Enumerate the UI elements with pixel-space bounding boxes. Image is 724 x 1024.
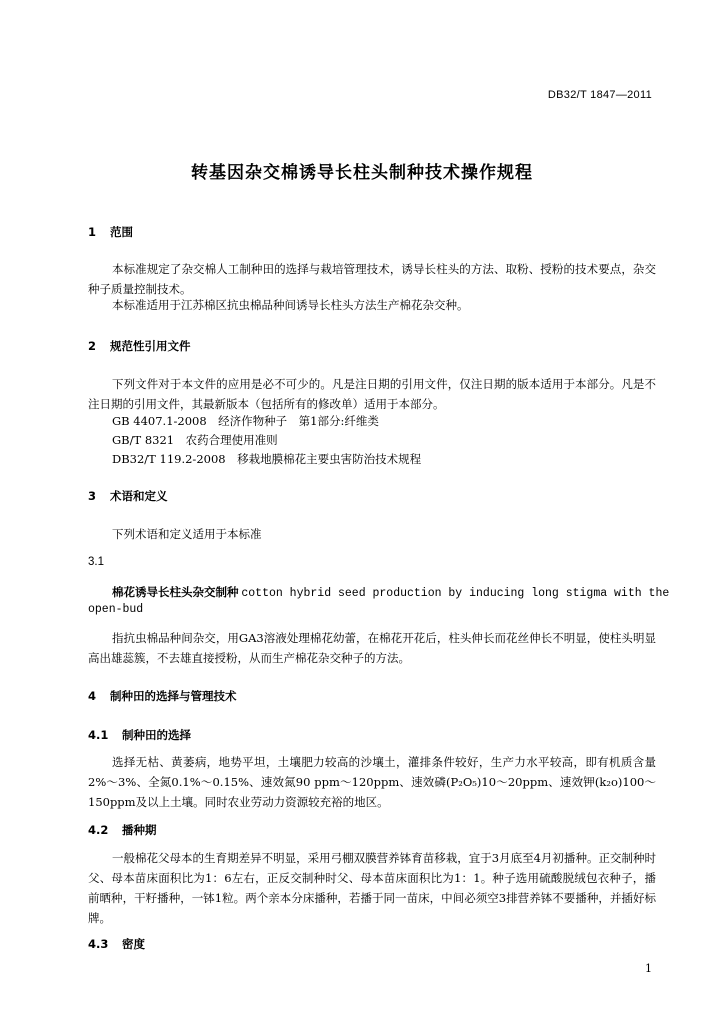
subsection-number: 4.1: [88, 728, 109, 742]
subsection-4-1-heading: [88, 727, 191, 743]
term-entry: [112, 584, 669, 600]
standard-number: DB32/T 1847—2011: [547, 89, 652, 101]
page-number: 1: [645, 962, 652, 975]
section-1-heading: [88, 224, 133, 240]
subsection-number: 4.2: [88, 823, 109, 837]
subsection-4-2-paragraph: 一般棉花父母本的生育期差异不明显，采用弓棚双膜营养钵育苗移栽，宜于3月底至4月初播种。正交制种时父、母本苗床面积比为1：6左右，正反交制种时父、母本苗床面积比为1：1。种子选用硫酸脱绒包衣种子，播前晒种，干籽播种，一钵1粒。两个亲本分床播种，若播于同一苗床，中间必须空3排营养钵不要播种，并插好标牌。: [88, 851, 656, 925]
subsection-title: 密度: [122, 937, 146, 951]
subsection-3-1-number: 3.1: [88, 556, 104, 568]
reference-item: DB32/T 119.2-2008 移栽地膜棉花主要虫害防治技术规程: [112, 452, 422, 466]
term-chinese: 棉花诱导长柱头杂交制种: [112, 585, 239, 599]
subsection-4-2-heading: [88, 822, 157, 838]
section-2-paragraph-1: 下列文件对于本文件的应用是必不可少的。凡是注日期的引用文件，仅注日期的版本适用于本部分。凡是不注日期的引用文件，其最新版本（包括所有的修改单）适用于本部分。: [88, 377, 656, 411]
section-1-paragraph-2: 本标准适用于江苏棉区抗虫棉品种间诱导长柱头方法生产棉花杂交种。: [112, 298, 469, 312]
document-title: 转基因杂交棉诱导长柱头制种技术操作规程: [191, 163, 533, 183]
section-number: 2: [88, 339, 97, 353]
section-title: 范围: [110, 225, 134, 239]
section-number: 3: [88, 489, 97, 503]
subsection-title: 制种田的选择: [122, 728, 192, 742]
section-1-paragraph-1: 本标准规定了杂交棉人工制种田的选择与栽培管理技术，诱导长柱头的方法、取粉、授粉的技术要点，杂交种子质量控制技术。: [88, 262, 656, 296]
section-number: 4: [88, 689, 97, 703]
section-3-heading: [88, 488, 168, 504]
reference-item: GB 4407.1-2008 经济作物种子 第1部分:纤维类: [112, 414, 379, 428]
reference-item: GB/T 8321 农药合理使用准则: [112, 433, 278, 447]
section-number: 1: [88, 225, 97, 239]
subsection-number: 4.3: [88, 937, 109, 951]
subsection-title: 播种期: [122, 823, 157, 837]
section-4-heading: [88, 688, 237, 704]
subsection-4-3-heading: [88, 936, 145, 952]
term-english: cotton hybrid seed production by inducing long stigma with the: [241, 587, 670, 600]
term-definition: 指抗虫棉品种间杂交，用GA3溶液处理棉花幼蕾，在棉花开花后，柱头伸长而花丝伸长不明显，使柱头明显高出雄蕊簇，不去雄直接授粉，从而生产棉花杂交种子的方法。: [88, 631, 656, 665]
subsection-4-1-paragraph: 选择无枯、黄萎病，地势平坦，土壤肥力较高的沙壤土，灌排条件较好，生产力水平较高，即有机质含量2%～3%、全氮0.1%～0.15%、速效氮90 ppm～120ppm、速效磷(P₂O₅)10～20ppm、速效钾(k₂o)100～150ppm及以上土壤。同时农业劳动力资源较充裕的地区。: [88, 755, 656, 809]
section-title: 制种田的选择与管理技术: [110, 689, 237, 703]
section-3-paragraph-1: 下列术语和定义适用于本标准: [112, 527, 262, 541]
section-title: 术语和定义: [110, 489, 168, 503]
term-english-continued: open-bud: [88, 603, 144, 616]
section-2-heading: [88, 338, 191, 354]
section-title: 规范性引用文件: [110, 339, 191, 353]
